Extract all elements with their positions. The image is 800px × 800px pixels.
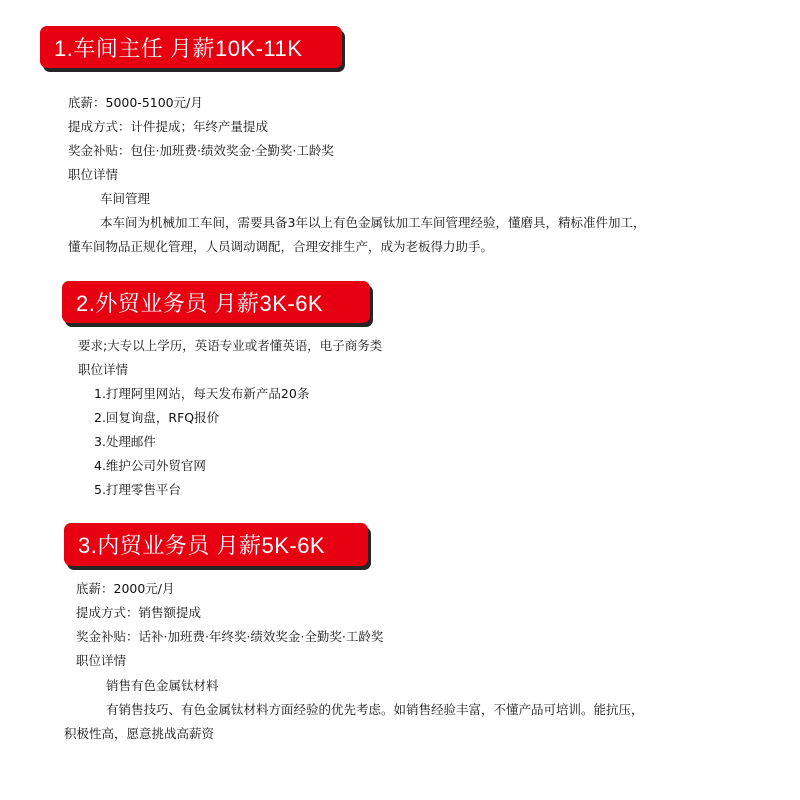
job-2-duty-5: 5.打理零售平台 [94,482,181,497]
job-1-base-salary: 底薪：5000-5100元/月 [68,95,203,110]
job-2-details-heading: 职位详情 [78,362,129,377]
job-1-title-banner: 1.车间主任 月薪10K-11K [40,26,342,68]
job-2-requirements: 要求;大专以上学历，英语专业或者懂英语，电子商务类 [78,338,383,353]
job-3-base-salary: 底薪：2000元/月 [76,581,175,596]
job-3-title-banner: 3.内贸业务员 月薪5K-6K [64,523,368,566]
job-1-detail-text-2: 懂车间物品正规化管理，人员调动调配，合理安排生产，成为老板得力助手。 [68,239,494,254]
job-3-benefits: 奖金补贴：话补·加班费·年终奖·绩效奖金·全勤奖·工龄奖 [76,629,384,644]
job-3-commission: 提成方式：销售额提成 [76,605,202,620]
job-2-duty-2: 2.回复询盘，RFQ报价 [94,410,220,425]
job-2-duty-3: 3.处理邮件 [94,434,156,449]
job-3-detail-text-2: 积极性高，愿意挑战高薪资 [64,726,215,741]
job-1-benefits: 奖金补贴：包住·加班费·绩效奖金·全勤奖·工龄奖 [68,143,334,158]
job-1-commission: 提成方式：计件提成；年终产量提成 [68,119,269,134]
job-1-detail-title: 车间管理 [100,191,151,206]
job-1-details-heading: 职位详情 [68,167,119,182]
job-3-detail-text-1: 有销售技巧、有色金属钛材料方面经验的优先考虑。如销售经验丰富，不懂产品可培训。能抗压， [106,702,644,717]
job-2-duty-1: 1.打理阿里网站，每天发布新产品20条 [94,386,310,401]
job-3-detail-title: 销售有色金属钛材料 [106,678,219,693]
job-2-title-banner: 2.外贸业务员 月薪3K-6K [62,281,370,323]
job-2-duty-4: 4.维护公司外贸官网 [94,458,206,473]
job-1-detail-text-1: 本车间为机械加工车间，需要具备3年以上有色金属钛加工车间管理经验，懂磨具，精标准件加工， [100,215,646,230]
job-3-details-heading: 职位详情 [76,653,127,668]
